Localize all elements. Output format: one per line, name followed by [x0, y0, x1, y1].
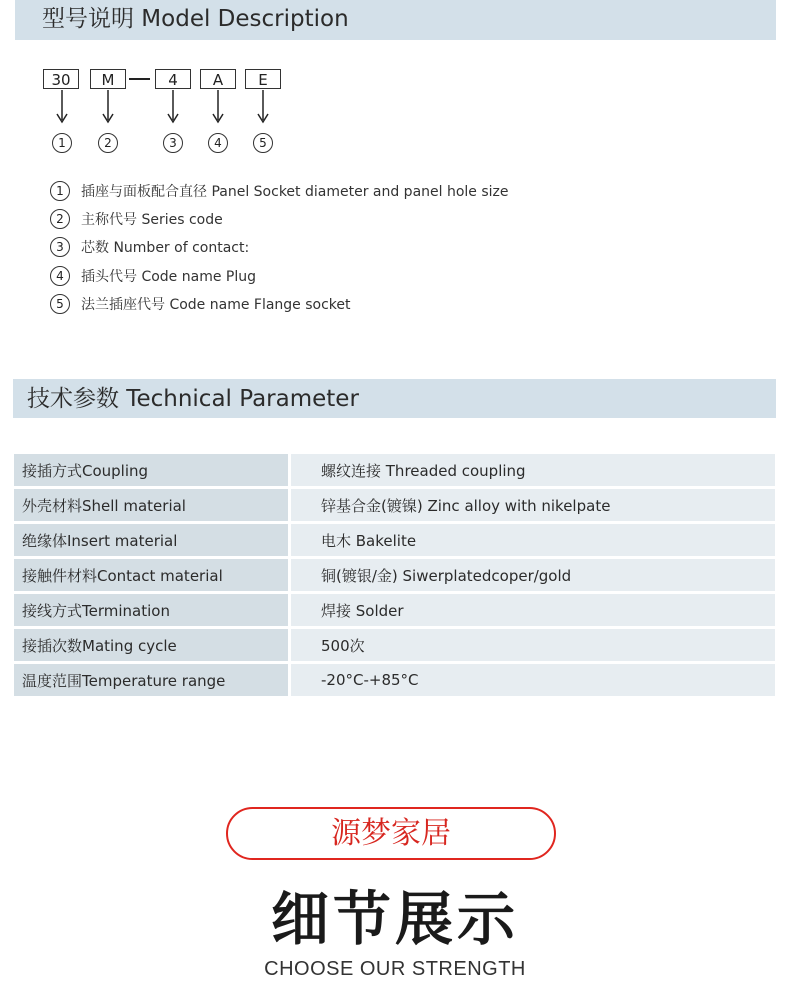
- param-label: 接插方式Coupling: [14, 454, 288, 486]
- legend-number: 3: [50, 237, 70, 257]
- code-part-flange: E: [245, 69, 281, 89]
- param-value: 500次: [291, 629, 775, 661]
- param-label: 温度范围Temperature range: [14, 664, 288, 696]
- code-part-series: M: [90, 69, 126, 89]
- legend-item: [50, 180, 509, 202]
- parameter-table: [14, 451, 775, 699]
- table-row: [14, 524, 775, 556]
- detail-display-title: 细节展示: [270, 885, 519, 953]
- param-value: 铜(镀银/金) Siwerplatedcoper/gold: [291, 559, 775, 591]
- legend-item: [50, 236, 249, 258]
- down-arrow-icon: [253, 90, 273, 126]
- marker-5: 5: [253, 133, 273, 153]
- table-row: [14, 489, 775, 521]
- param-label: 接插次数Mating cycle: [14, 629, 288, 661]
- legend-item: [50, 208, 223, 230]
- legend-number: 1: [50, 181, 70, 201]
- marker-4: 4: [208, 133, 228, 153]
- code-part-plug: A: [200, 69, 236, 89]
- legend-text: 主称代号 Series code: [81, 212, 223, 228]
- param-value: 焊接 Solder: [291, 594, 775, 626]
- marker-1: 1: [52, 133, 72, 153]
- legend-text: 法兰插座代号 Code name Flange socket: [81, 297, 351, 313]
- down-arrow-icon: [98, 90, 118, 126]
- code-part-diameter: 30: [43, 69, 79, 89]
- table-row: [14, 664, 775, 696]
- table-row: [14, 594, 775, 626]
- brand-badge: 源梦家居: [226, 807, 556, 860]
- param-value: 螺纹连接 Threaded coupling: [291, 454, 775, 486]
- param-label: 接触件材料Contact material: [14, 559, 288, 591]
- legend-item: [50, 265, 256, 287]
- legend-number: 4: [50, 266, 70, 286]
- param-value: 电木 Bakelite: [291, 524, 775, 556]
- technical-parameter-header: [13, 379, 776, 418]
- legend-text: 插座与面板配合直径 Panel Socket diameter and panel hole size: [81, 184, 509, 200]
- technical-parameter-title: 技术参数 Technical Parameter: [27, 386, 359, 412]
- legend-text: 插头代号 Code name Plug: [81, 269, 256, 285]
- model-description-title: 型号说明 Model Description: [42, 6, 349, 32]
- marker-2: 2: [98, 133, 118, 153]
- param-label: 接线方式Termination: [14, 594, 288, 626]
- table-row: [14, 559, 775, 591]
- detail-display-subtitle: CHOOSE OUR STRENGTH: [264, 958, 526, 980]
- param-label: 绝缘体Insert material: [14, 524, 288, 556]
- model-description-header: [15, 0, 776, 40]
- code-dash: [129, 78, 150, 80]
- param-label: 外壳材料Shell material: [14, 489, 288, 521]
- param-value: 锌基合金(镀镍) Zinc alloy with nikelpate: [291, 489, 775, 521]
- down-arrow-icon: [52, 90, 72, 126]
- table-row: [14, 629, 775, 661]
- legend-text: 芯数 Number of contact:: [81, 240, 250, 256]
- table-row: [14, 454, 775, 486]
- code-part-contacts: 4: [155, 69, 191, 89]
- param-value: -20°C-+85°C: [291, 664, 775, 696]
- down-arrow-icon: [208, 90, 228, 126]
- legend-item: [50, 293, 351, 315]
- legend-number: 2: [50, 209, 70, 229]
- down-arrow-icon: [163, 90, 183, 126]
- legend-number: 5: [50, 294, 70, 314]
- marker-3: 3: [163, 133, 183, 153]
